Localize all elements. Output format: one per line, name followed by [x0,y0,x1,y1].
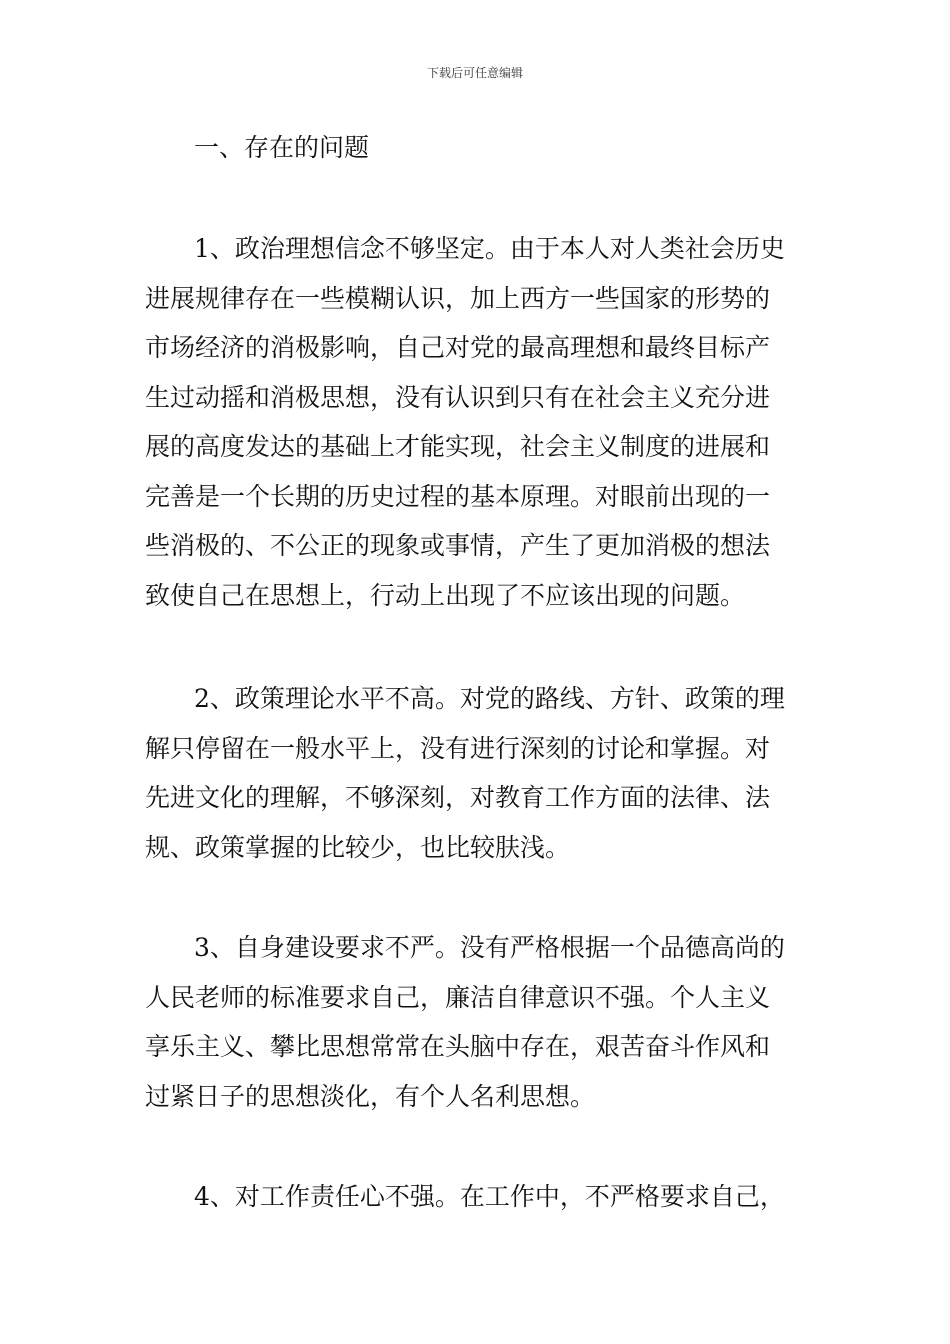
paragraph-line: 规、政策掌握的比较少，也比较肤浅。 [145,832,571,862]
paragraph-line: 市场经济的消极影响，自己对党的最高理想和最终目标产 [145,333,771,362]
paragraph-line: 3、自身建设要求不严。没有严格根据一个品德高尚的 [194,933,785,962]
paragraph-line: 1、政治理想信念不够坚定。由于本人对人类社会历史 [194,234,785,263]
paragraph-line: 先进文化的理解，不够深刻，对教育工作方面的法律、法 [145,783,771,812]
paragraph-line: 人民老师的标准要求自己，廉洁自律意识不强。个人主义 [145,982,771,1012]
paragraph-line: 4、对工作责任心不强。在工作中，不严格要求自己， [194,1182,785,1211]
paragraph-line: 生过动摇和消极思想，没有认识到只有在社会主义充分进 [145,382,771,412]
paragraph-line: 解只停留在一般水平上，没有进行深刻的讨论和掌握。对 [145,733,771,763]
paragraph-line: 过紧日子的思想淡化，有个人名利思想。 [145,1081,596,1111]
paragraph-line: 致使自己在思想上，行动上出现了不应该出现的问题。 [145,580,746,610]
paragraph-line: 展的高度发达的基础上才能实现，社会主义制度的进展和 [145,432,771,461]
paragraph-line: 2、政策理论水平不高。对党的路线、方针、政策的理 [194,684,785,713]
paragraph-line: 完善是一个长期的历史过程的基本原理。对眼前出现的一 [145,481,771,511]
paragraph-3 [145,923,810,1121]
paragraph-line: 些消极的、不公正的现象或事情，产生了更加消极的想法 [145,531,771,560]
section-heading: 一、存在的问题 [194,133,370,162]
paragraph-line: 享乐主义、攀比思想常常在头脑中存在，艰苦奋斗作风和 [145,1032,771,1061]
paragraph-2 [145,674,810,872]
paragraph-1 [145,224,810,620]
paragraph-4 [145,1172,810,1222]
header-note: 下载后可任意编辑 [426,66,523,80]
paragraph-line: 进展规律存在一些模糊认识，加上西方一些国家的形势的 [145,283,771,313]
